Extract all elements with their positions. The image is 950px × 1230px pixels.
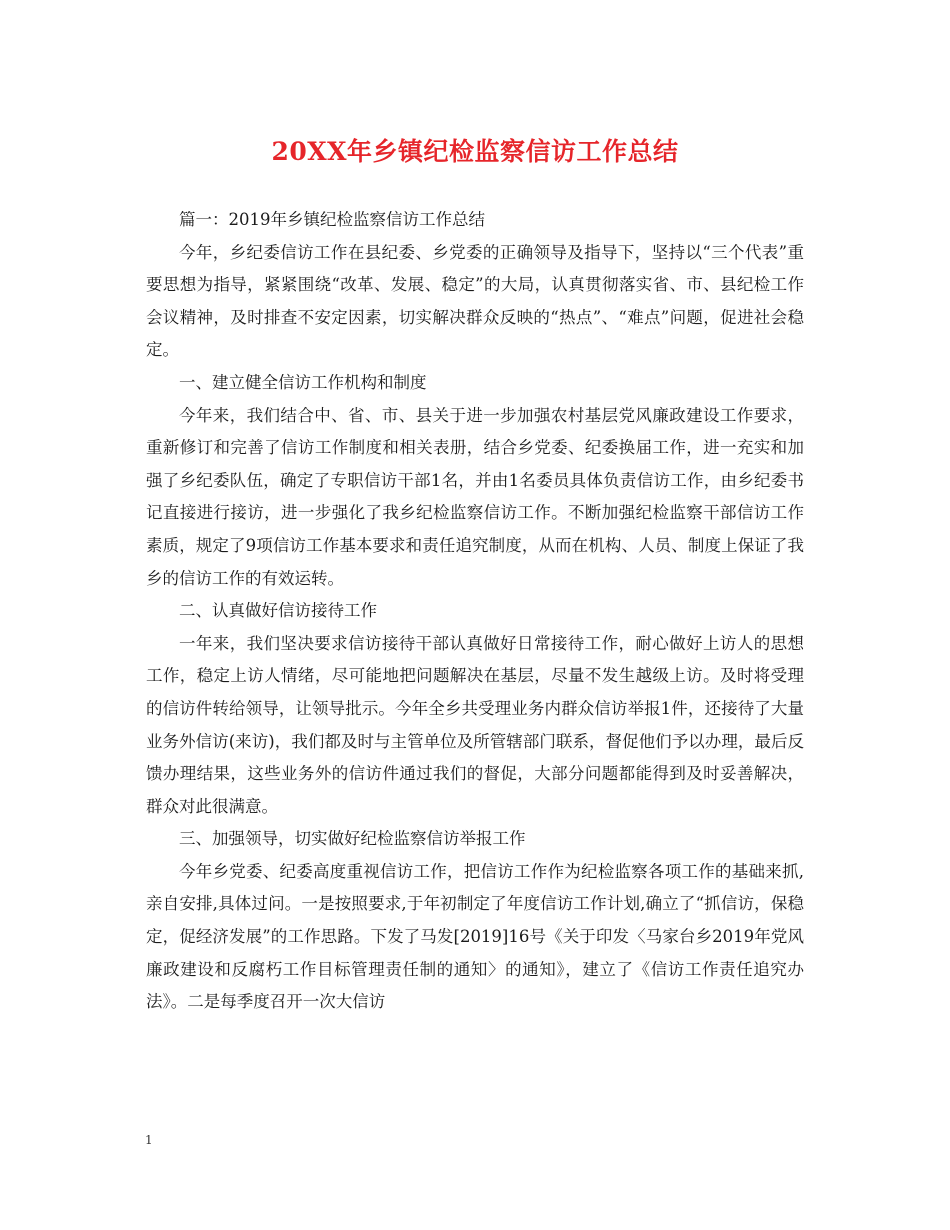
paragraph-section-3: 今年乡党委、纪委高度重视信访工作，把信访工作作为纪检监察各项工作的基础来抓,亲自安排,具体过问。一是按照要求,于年初制定了年度信访工作计划,确立了“抓信访，保稳定，促经济发展”的工作思路。下发了马发[2019]16号《关于印发〈马家台乡2019年党风廉政建设和反腐朽工作目标管理责任制的通知〉的通知》，建立了《信访工作责任追究办法》。二是每季度召开一次大信访 xyxy=(146,861,804,1012)
section-heading-2: 二、认真做好信访接待工作 xyxy=(179,601,377,621)
paragraph-section-2: 一年来，我们坚决要求信访接待干部认真做好日常接待工作，耐心做好上访人的思想工作，稳定上访人情绪，尽可能地把问题解决在基层，尽量不发生越级上访。及时将受理的信访件转给领导，让领导批示。今年全乡共受理业务内群众信访举报1件，还接待了大量业务外信访(来访)，我们都及时与主管单位及所管辖部门联系，督促他们予以办理，最后反馈办理结果，这些业务外的信访件通过我们的督促，大部分问题都能得到及时妥善解决，群众对此很满意。 xyxy=(146,633,804,816)
document-title: 20XX年乡镇纪检监察信访工作总结 xyxy=(271,137,679,166)
section-heading-1: 一、建立健全信访工作机构和制度 xyxy=(179,372,427,392)
section-heading-3: 三、加强领导，切实做好纪检监察信访举报工作 xyxy=(179,829,526,849)
page-number: 1 xyxy=(145,1133,153,1147)
document-body xyxy=(146,204,804,1019)
paragraph-section-1: 今年来，我们结合中、省、市、县关于进一步加强农村基层党风廉政建设工作要求，重新修订和完善了信访工作制度和相关表册，结合乡党委、纪委换届工作，进一充实和加强了乡纪委队伍，确定了专职信访干部1名，并由1名委员具体负责信访工作，由乡纪委书记直接进行接访，进一步强化了我乡纪检监察信访工作。不断加强纪检监察干部信访工作素质，规定了9项信访工作基本要求和责任追究制度，从而在机构、人员、制度上保证了我乡的信访工作的有效运转。 xyxy=(146,405,804,588)
paragraph-article-heading: 篇一：2019年乡镇纪检监察信访工作总结 xyxy=(179,210,485,229)
paragraph-intro: 今年，乡纪委信访工作在县纪委、乡党委的正确领导及指导下，坚持以“三个代表”重要思想为指导，紧紧围绕“改革、发展、稳定”的大局，认真贯彻落实省、市、县纪检工作会议精神，及时排查不安定因素，切实解决群众反映的“热点”、“难点”问题，促进社会稳定。 xyxy=(146,242,804,360)
